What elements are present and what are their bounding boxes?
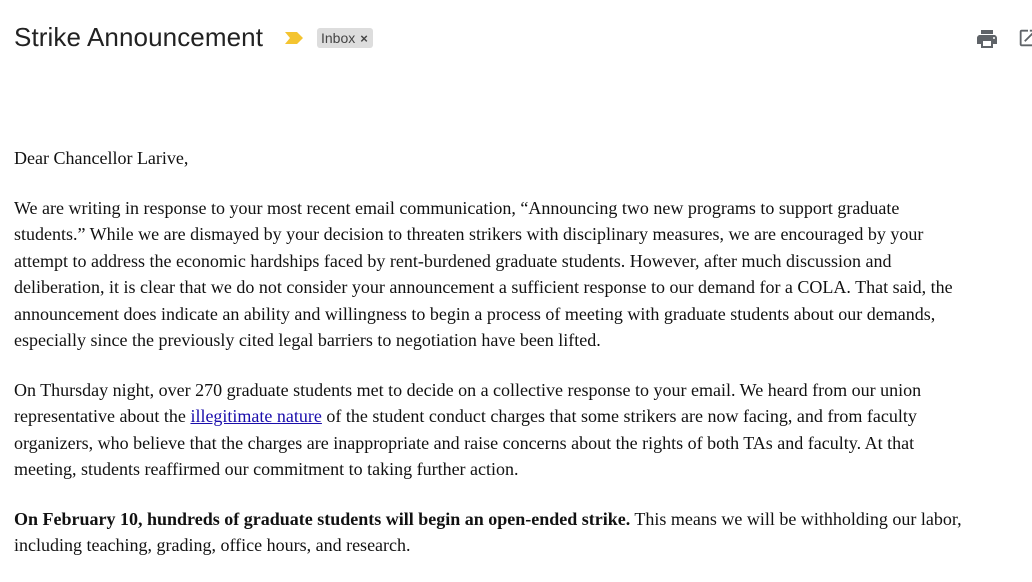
paragraph-line: especially since the previously cited legal barriers to negotiation have been lifted. <box>14 330 601 350</box>
paragraph-meeting <box>14 377 1032 483</box>
paragraph-line <box>14 403 1032 430</box>
email-subject: Strike Announcement <box>14 22 264 52</box>
salutation: Dear Chancellor Larive, <box>14 148 189 168</box>
paragraph-response <box>14 195 1032 354</box>
paragraph-line: announcement does indicate an ability and willingness to begin a process of meeting with graduate students about our demands, <box>14 303 936 324</box>
illegitimate-nature-link[interactable]: illegitimate nature <box>190 406 322 426</box>
paragraph-line: attempt to address the economic hardships faced by rent-burdened graduate students. However, after much discussion and <box>14 250 892 271</box>
strike-announcement-bold: On February 10, hundreds of graduate students will begin an open-ended strike. <box>14 508 631 529</box>
strike-rest-text: This means we will be withholding our labor, <box>630 508 962 529</box>
remove-label-button[interactable]: × <box>360 30 368 46</box>
email-body <box>14 145 1032 582</box>
paragraph-line: students.” While we are dismayed by your decision to threaten strikers with disciplinary measures, we are encouraged by your <box>14 224 924 244</box>
email-header <box>0 0 1032 80</box>
paragraph-line <box>14 506 1032 533</box>
paragraph-line: organizers, who believe that the charges are inappropriate and raise concerns about the rights of both TAs and faculty. At that <box>14 432 915 453</box>
paragraph-line: including teaching, grading, office hours, and research. <box>14 535 411 555</box>
text-after-link: of the student conduct charges that some strikers are now facing, and from faculty <box>321 406 917 426</box>
paragraph-line: meeting, students reaffirmed our commitment to taking further action. <box>14 459 519 479</box>
open-in-new-window-icon[interactable] <box>1017 27 1032 49</box>
inbox-label-chip <box>317 28 373 48</box>
print-icon[interactable] <box>975 27 999 51</box>
paragraph-line: deliberation, it is clear that we do not consider your announcement a sufficient response to our demand for a COLA. That said, the <box>14 277 953 297</box>
paragraph-line: We are writing in response to your most recent email communication, “Announcing two new programs to support graduate <box>14 197 900 218</box>
importance-marker-icon[interactable] <box>284 30 304 46</box>
label-text: Inbox <box>321 30 356 46</box>
paragraph-line: On Thursday night, over 270 graduate students met to decide on a collective response to your email. We heard from our union <box>14 379 922 400</box>
paragraph-strike <box>14 506 1032 559</box>
text-before-link: representative about the <box>14 406 191 426</box>
